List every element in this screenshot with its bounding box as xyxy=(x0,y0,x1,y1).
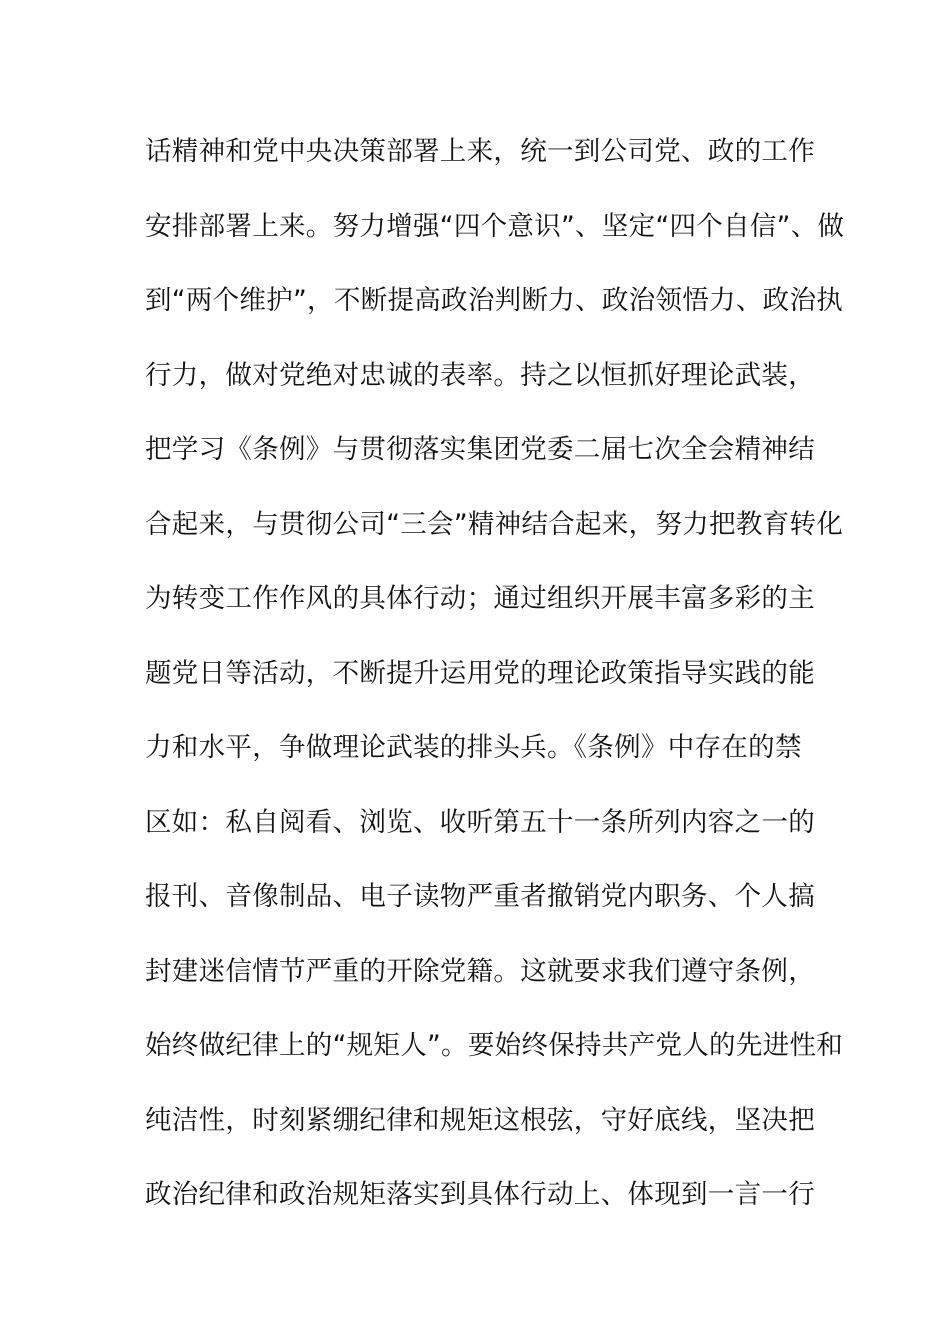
text-line: 始终做纪律上的“规矩人”。要始终保持共产党人的先进性和 xyxy=(145,1030,844,1061)
text-line: 安排部署上来。努力增强“四个意识”、坚定“四个自信”、做 xyxy=(145,210,845,242)
text-line: 把学习《条例》与贯彻落实集团党委二届七次全会精神结 xyxy=(145,434,815,465)
body-text xyxy=(145,127,845,1245)
text-line: 行力，做对党绝对忠诚的表率。持之以恒抓好理论武装， xyxy=(145,359,815,391)
text-line: 合起来，与贯彻公司“三会”精神结合起来，努力把教育转化 xyxy=(145,508,844,540)
text-line: 政治纪律和政治规矩落实到具体行动上、体现到一言一行 xyxy=(145,1179,815,1210)
text-line: 为转变工作作风的具体行动；通过组织开展丰富多彩的主 xyxy=(145,583,815,614)
text-line: 纯洁性，时刻紧绷纪律和规矩这根弦，守好底线，坚决把 xyxy=(145,1104,815,1136)
text-line: 报刊、音像制品、电子读物严重者撤销党内职务、个人搞 xyxy=(145,881,815,912)
text-line: 话精神和党中央决策部署上来，统一到公司党、政的工作 xyxy=(145,136,815,167)
text-line: 封建迷信情节严重的开除党籍。这就要求我们遵守条例， xyxy=(145,955,815,987)
text-line: 到“两个维护”，不断提高政治判断力、政治领悟力、政治执 xyxy=(145,285,844,316)
text-line: 题党日等活动，不断提升运用党的理论政策指导实践的能 xyxy=(145,657,815,689)
text-line: 区如：私自阅看、浏览、收听第五十一条所列内容之一的 xyxy=(145,806,815,838)
text-line: 力和水平，争做理论武装的排头兵。《条例》中存在的禁 xyxy=(145,732,802,763)
